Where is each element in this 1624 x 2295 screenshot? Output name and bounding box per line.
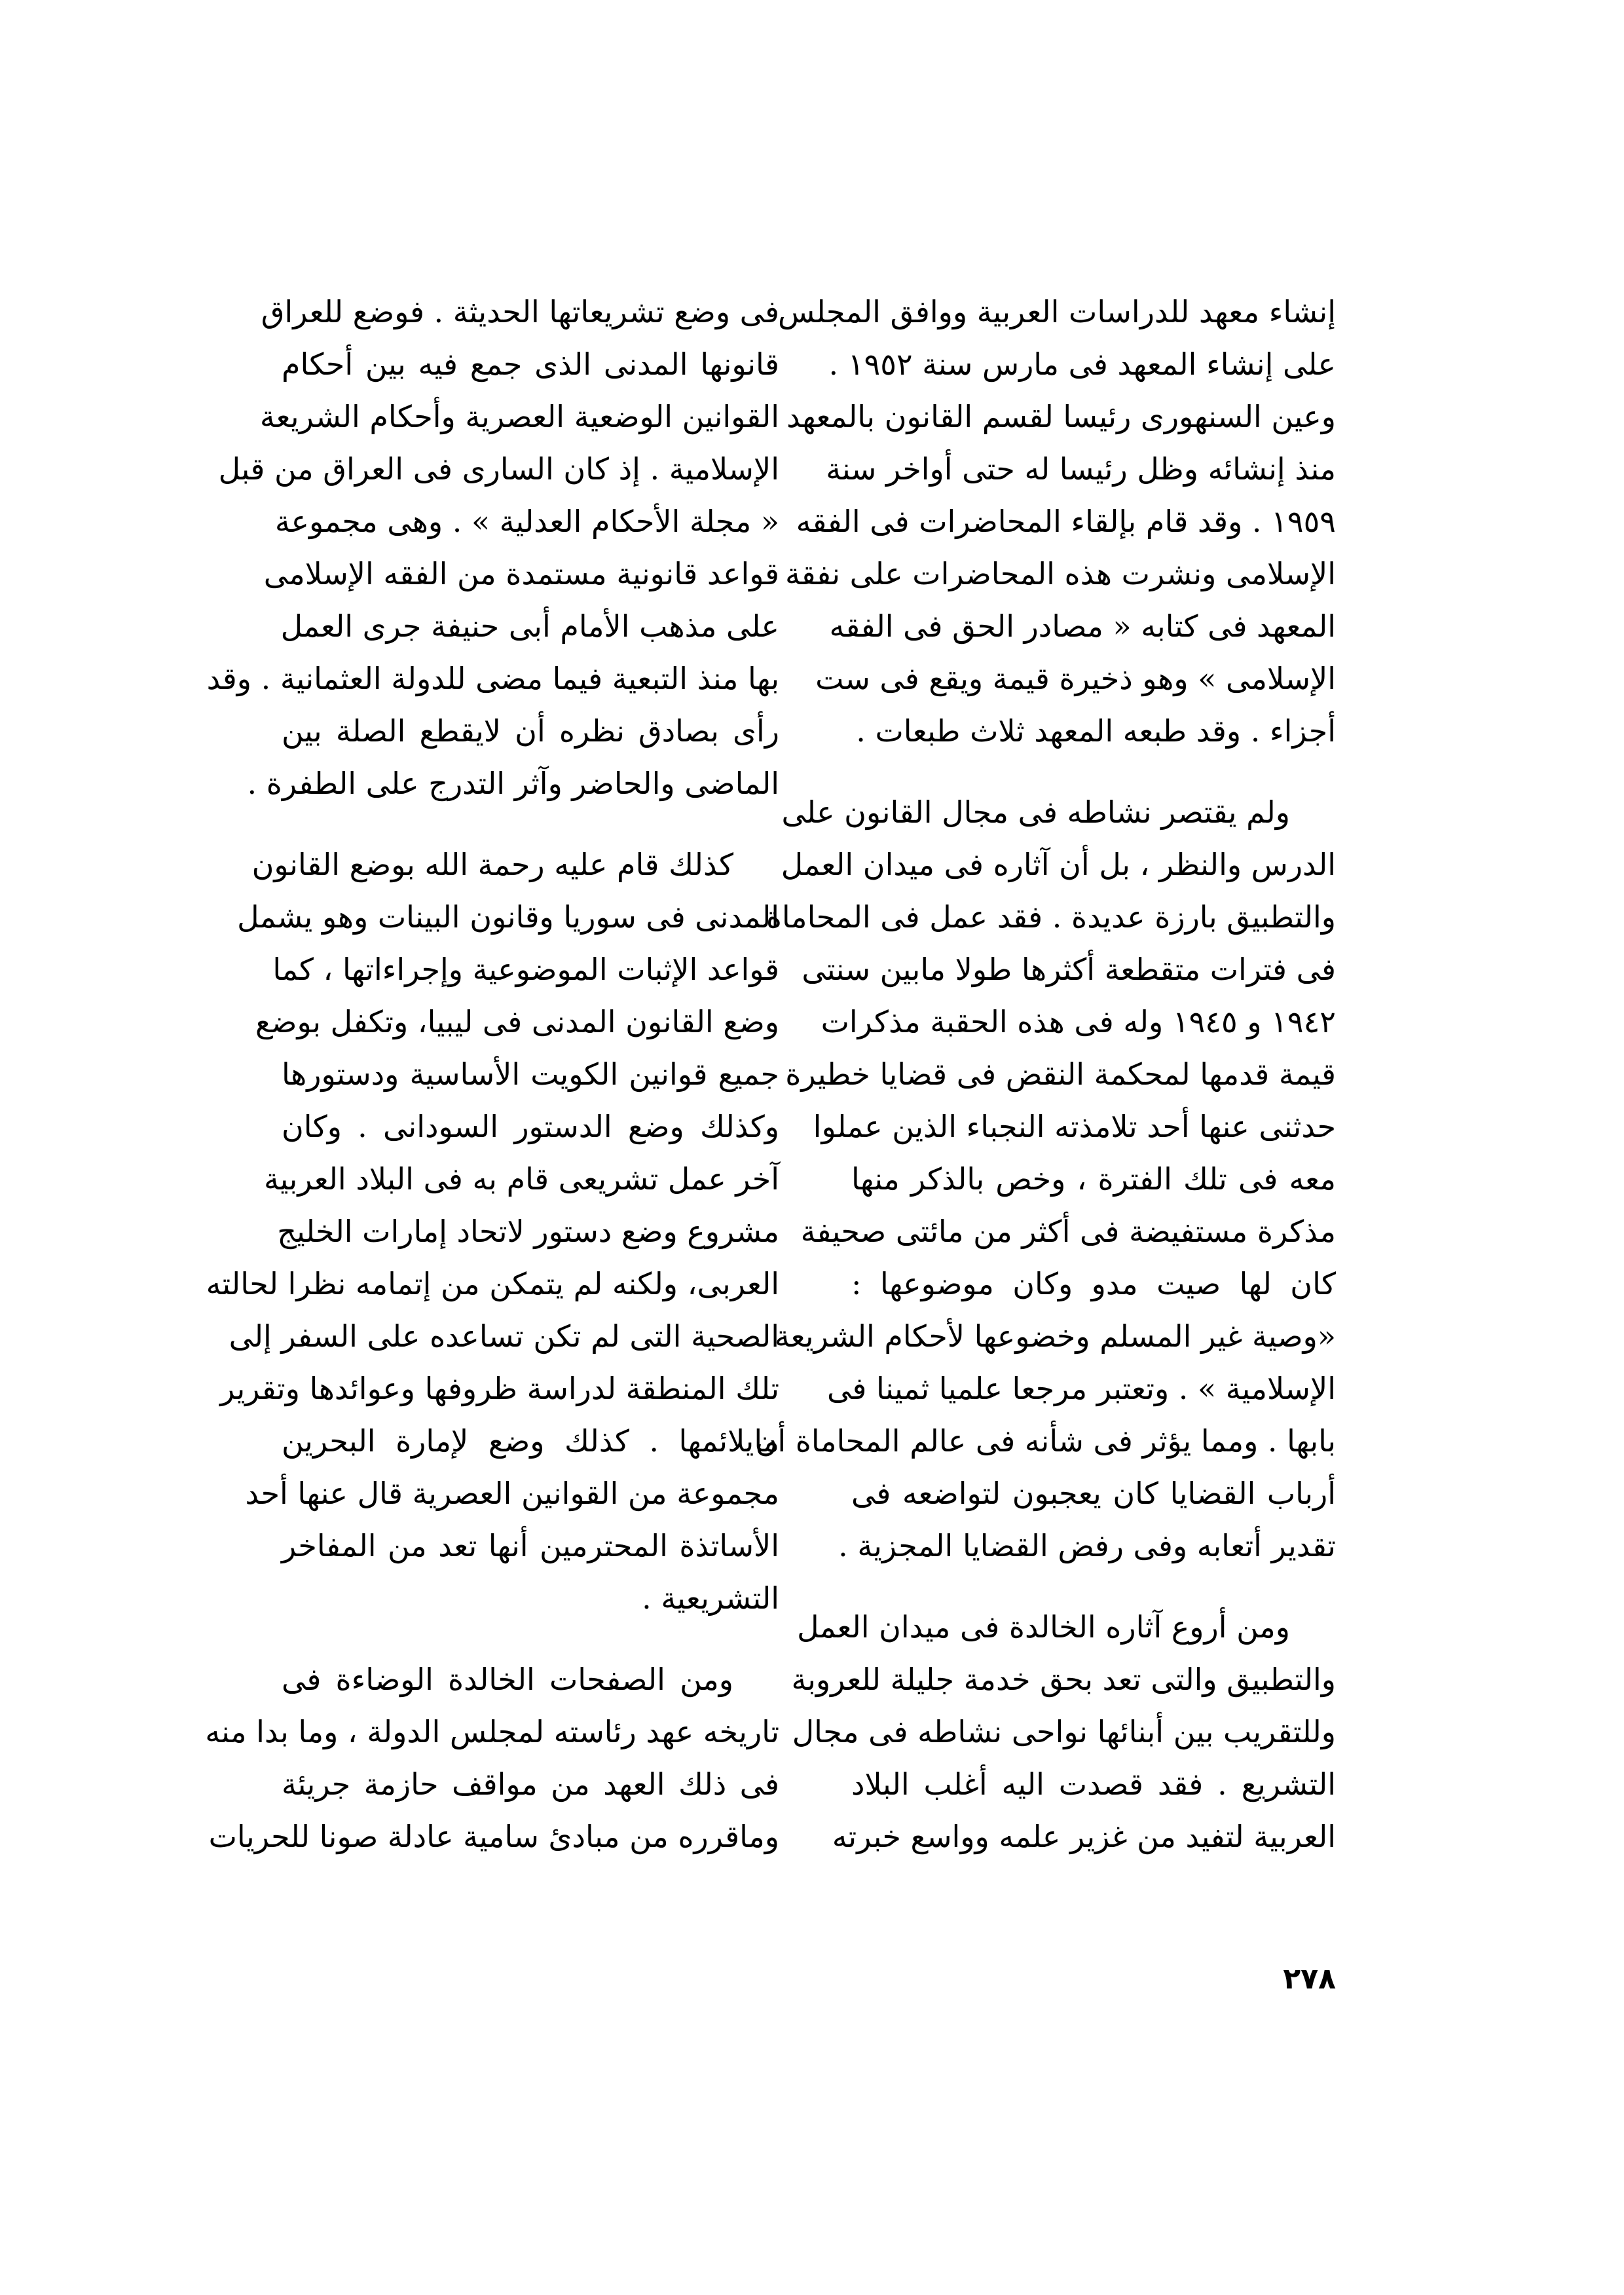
text-line: مايلائمها . كذلك وضع لإمارة البحرين (282, 1423, 779, 1459)
text-line: قيمة قدمها لمحكمة النقض فى قضايا خطيرة (785, 1056, 1336, 1092)
text-line: بها منذ التبعية فيما مضى للدولة العثمانية . وقد (206, 661, 779, 696)
text-line: معه فى تلك الفترة ، وخص بالذكر منها (851, 1161, 1336, 1197)
text-line: وللتقريب بين أبنائها نواحى نشاطه فى مجال (792, 1714, 1336, 1749)
text-line: مجموعة من القوانين العصرية قال عنها أحد (245, 1476, 779, 1511)
paragraph (755, 786, 1336, 1572)
text-line: المدنى فى سوريا وقانون البينات وهو يشمل (237, 899, 779, 935)
text-line: ومن أروع آثاره الخالدة فى ميدان العمل (797, 1609, 1290, 1645)
text-line: تلك المنطقة لدراسة ظروفها وعوائدها وتقرير (220, 1371, 779, 1406)
text-line: «وصية غير المسلم وخضوعها لأحكام الشريعة (774, 1318, 1336, 1354)
text-line: والتطبيق بارزة عديدة . فقد عمل فى المحاماة (766, 899, 1336, 935)
paragraph (205, 1653, 779, 1863)
text-line: الدرس والنظر ، بل أن آثاره فى ميدان العمل (781, 847, 1336, 882)
text-line: أرباب القضايا كان يعجبون لتواضعه فى (851, 1476, 1336, 1511)
text-line: الماضى والحاضر وآثر التدرج على الطفرة . (247, 766, 779, 801)
paragraph (206, 286, 779, 810)
text-line: وضع القانون المدنى فى ليبيا، وتكفل بوضع (255, 1004, 779, 1039)
text-line: ١٩٥٩ . وقد قام بإلقاء المحاضرات فى الفقه (796, 504, 1336, 539)
text-line: على مذهب الأمام أبى حنيفة جرى العمل (280, 608, 779, 644)
text-line: ومن الصفحات الخالدة الوضاءة فى (282, 1662, 733, 1697)
text-line: كذلك قام عليه رحمة الله بوضع القانون (251, 847, 733, 882)
text-line: تاريخه عهد رئاسته لمجلس الدولة ، وما بدا منه (205, 1714, 779, 1749)
text-line: كان لها صيت مدو وكان موضوعها : (851, 1266, 1336, 1301)
paragraph (791, 1601, 1336, 1863)
text-line: مشروع وضع دستور لاتحاد إمارات الخليج (277, 1214, 779, 1249)
text-line: القوانين الوضعية العصرية وأحكام الشريعة (259, 399, 779, 434)
text-line: ١٩٤٢ و ١٩٤٥ وله فى هذه الحقبة مذكرات (821, 1004, 1336, 1039)
text-column-right (755, 286, 1336, 1892)
text-line: رأى بصادق نظره أن لايقطع الصلة بين (282, 713, 779, 749)
text-line: بابها . ومما يؤثر فى شأنه فى عالم المحاماة أن (755, 1423, 1336, 1459)
text-line: الإسلامى » وهو ذخيرة قيمة ويقع فى ست (815, 661, 1336, 696)
text-line: جميع قوانين الكويت الأساسية ودستورها (282, 1056, 779, 1092)
text-line: التشريعية . (642, 1580, 779, 1616)
text-line: تقدير أتعابه وفى رفض القضايا المجزية . (838, 1528, 1336, 1563)
text-line: مذكرة مستفيضة فى أكثر من مائتى صحيفة (800, 1214, 1336, 1249)
paragraph (777, 286, 1336, 757)
text-line: العربى، ولكنه لم يتمكن من إتمامه نظرا لحالته (206, 1266, 779, 1301)
text-line: والتطبيق والتى تعد بحق خدمة جليلة للعروبة (791, 1662, 1336, 1697)
text-line: فى وضع تشريعاتها الحديثة . فوضع للعراق (261, 294, 779, 329)
text-line: ولم يقتصر نشاطه فى مجال القانون على (781, 794, 1290, 830)
text-line: إنشاء معهد للدراسات العربية ووافق المجلس (777, 294, 1336, 329)
text-line: الصحية التى لم تكن تساعده على السفر إلى (229, 1318, 779, 1354)
text-line: التشريع . فقد قصدت اليه أغلب البلاد (851, 1766, 1336, 1802)
text-line: « مجلة الأحكام العدلية » . وهى مجموعة (274, 504, 779, 539)
text-line: قواعد قانونية مستمدة من الفقه الإسلامى (263, 556, 779, 591)
text-line: على إنشاء المعهد فى مارس سنة ١٩٥٢ . (828, 346, 1336, 382)
text-line: منذ إنشائه وظل رئيسا له حتى أواخر سنة (826, 451, 1336, 487)
text-line: فى فترات متقطعة أكثرها طولا مابين سنتى (802, 952, 1336, 987)
text-line: الأساتذة المحترمين أنها تعد من المفاخر (282, 1528, 779, 1563)
text-line: وكذلك وضع الدستور السودانى . وكان (282, 1109, 779, 1144)
text-line: وعين السنهورى رئيسا لقسم القانون بالمعهد (786, 399, 1336, 434)
text-line: قواعد الإثبات الموضوعية وإجراءاتها ، كما (272, 952, 779, 987)
text-line: الإسلامية » . وتعتبر مرجعا علميا ثمينا فى (827, 1371, 1336, 1406)
page-number: ٢٧٨ (1283, 1962, 1336, 1996)
text-line: أجزاء . وقد طبعه المعهد ثلاث طبعات . (856, 713, 1336, 749)
text-line: العربية لتفيد من غزير علمه وواسع خبرته (832, 1819, 1336, 1854)
text-line: وماقرره من مبادئ سامية عادلة صونا للحريات (208, 1819, 779, 1854)
text-line: فى ذلك العهد من مواقف حازمة جريئة (282, 1766, 779, 1802)
text-line: الإسلامى ونشرت هذه المحاضرات على نفقة (785, 556, 1336, 591)
text-column-left (205, 286, 779, 1892)
paragraph (206, 838, 779, 1624)
text-line: آخر عمل تشريعى قام به فى البلاد العربية (264, 1161, 779, 1197)
text-line: قانونها المدنى الذى جمع فيه بين أحكام (282, 346, 779, 382)
text-line: المعهد فى كتابه « مصادر الحق فى الفقه (829, 608, 1336, 644)
text-line: حدثنى عنها أحد تلامذته النجباء الذين عملوا (813, 1109, 1336, 1144)
text-line: الإسلامية . إذ كان السارى فى العراق من قبل (218, 451, 779, 487)
